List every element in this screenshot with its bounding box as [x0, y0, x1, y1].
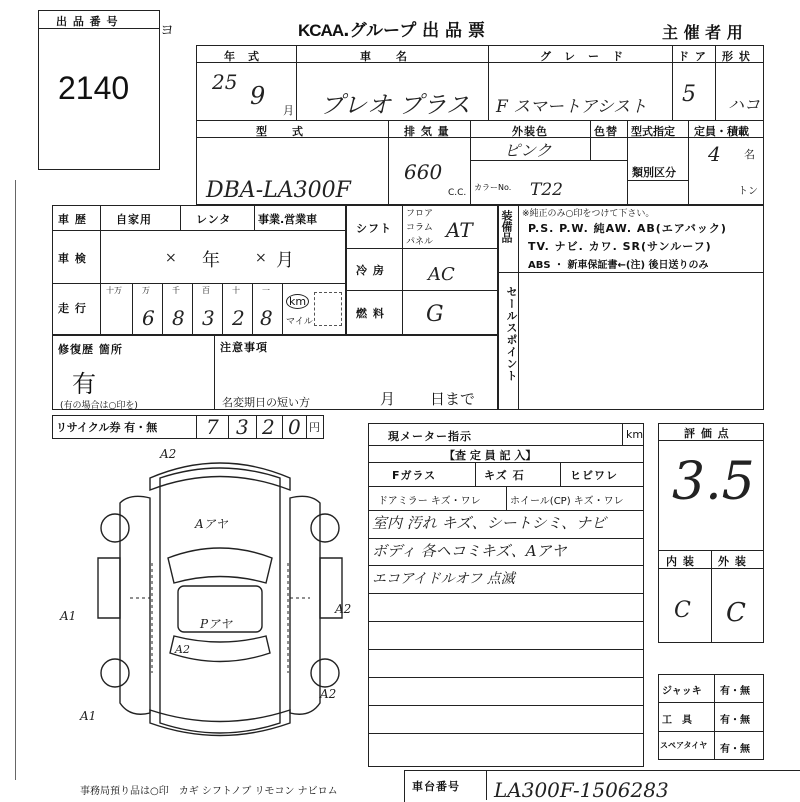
month-value: 9 — [250, 82, 266, 110]
damage-mark: A2 — [320, 687, 337, 701]
exterior-value: C — [726, 598, 746, 628]
damage-mark: A2 — [160, 447, 177, 461]
damage-mark: A2 — [175, 643, 190, 656]
jack-label: ジャッキ — [662, 686, 702, 697]
month-unit: 月 — [283, 104, 294, 117]
displacement-label: 排 気 量 — [404, 125, 450, 138]
meter-unit: km — [626, 428, 644, 441]
jack-yes-no[interactable]: 有・無 — [720, 686, 750, 697]
shape-label: 形 状 — [722, 50, 751, 63]
car-name-value: プレオ プラス — [320, 91, 470, 119]
expiry-day-unit: 日まで — [430, 390, 476, 408]
lot-number-label: 出 品 番 号 — [56, 15, 119, 28]
recycle-digit: 2 — [262, 415, 275, 439]
km-label[interactable]: km — [286, 294, 309, 309]
ton-unit: トン — [738, 186, 758, 197]
lot-number: 2140 — [58, 70, 130, 106]
inspection-year-value: × — [165, 250, 177, 266]
color-value: ピンク — [504, 141, 552, 160]
digit-label-10: 十 — [232, 286, 240, 295]
mileage-digit: 2 — [232, 306, 245, 330]
inspector-note: 室内 汚れ キズ、シートシミ、ナビ — [372, 514, 607, 532]
repair-history-label: 修復歴 箇所 — [58, 343, 123, 356]
ac-value: AC — [428, 264, 455, 285]
glass-label: Fガラス — [392, 469, 437, 482]
capacity-unit: 名 — [744, 148, 755, 161]
inspector-header: 【査 定 員 記 入】 — [444, 449, 537, 462]
lot-suffix: ヨ — [160, 23, 174, 39]
caution-label: 注意事項 — [220, 341, 268, 354]
wheel-label[interactable]: ホイール(CP) キズ・ワレ — [510, 496, 624, 507]
inspection-month-value: × — [255, 250, 267, 266]
chassis-value: LA300F-1506283 — [494, 778, 669, 802]
sales-point-label: セールスポイント — [505, 286, 518, 382]
ac-label: 冷 房 — [356, 264, 385, 277]
form-title — [298, 16, 485, 41]
brand-logo: KCAA — [298, 21, 344, 40]
capacity-value: 4 — [708, 142, 721, 166]
meter-label: 現メーター指示 — [388, 430, 472, 443]
history-commercial[interactable]: 事業.営業車 — [258, 213, 318, 226]
equipment-line-1: P.S. P.W. 純AW. AB(エアバック) — [528, 222, 727, 235]
history-private[interactable]: 自家用 — [116, 213, 152, 226]
exterior-label: 外 装 — [718, 555, 747, 568]
mirror-label[interactable]: ドアミラー キズ・ワレ — [378, 496, 481, 507]
repair-history-value: 有 — [72, 370, 96, 398]
mileage-label: 走 行 — [58, 302, 87, 315]
recycle-digit: 0 — [288, 415, 301, 439]
inspector-note: ボディ 各ヘコミキズ、Aアヤ — [372, 542, 567, 560]
fuel-label: 燃 料 — [356, 307, 385, 320]
fuel-value: G — [426, 302, 444, 327]
expiry-label: 名変期日の短い方 — [222, 396, 310, 409]
inspection-month-unit: 月 — [276, 250, 294, 271]
mileage-digit: 8 — [172, 306, 185, 330]
equipment-line-3: ABS ・ 新車保証書←(注) 後日送りのみ — [528, 260, 709, 271]
year-label: 年 式 — [224, 50, 260, 63]
damage-mark: A1 — [60, 609, 77, 623]
equipment-label: 装備品 — [500, 210, 513, 243]
equipment-line-2: TV. ナビ. カワ. SR(サンルーフ) — [528, 240, 712, 253]
mileage-digit: 3 — [202, 306, 215, 330]
doors-value: 5 — [682, 82, 696, 107]
digit-label-10k: 万 — [142, 286, 150, 295]
grade-label: グ レ ー ド — [540, 50, 624, 63]
inspection-year-unit: 年 — [202, 250, 220, 271]
shift-option-floor[interactable]: フロア — [406, 209, 434, 219]
year-value: 25 — [212, 70, 238, 94]
car-damage-diagram — [60, 447, 352, 748]
score-value: 3.5 — [672, 452, 755, 512]
interior-label: 内 装 — [666, 555, 695, 568]
doors-label: ド ア — [678, 50, 707, 63]
digit-label-100: 百 — [202, 286, 210, 295]
spare-yes-no[interactable]: 有・無 — [720, 744, 750, 755]
mileage-digit: 6 — [142, 306, 155, 330]
interior-value: C — [674, 598, 691, 623]
color-no-label: カラーNo. — [474, 183, 512, 192]
shift-label: シフト — [356, 222, 392, 235]
model-value: DBA-LA300F — [206, 178, 351, 203]
seal-box — [314, 292, 342, 326]
type-designation-label: 型式指定 — [631, 125, 675, 138]
damage-mark: A1 — [80, 709, 97, 723]
crack-label[interactable]: ヒビワレ — [570, 469, 618, 482]
recycle-label: リサイクル券 有・無 — [56, 421, 158, 434]
digit-label-1k: 千 — [172, 286, 180, 295]
form-title-text: .グループ 出 品 票 — [343, 21, 485, 41]
score-label: 評 価 点 — [684, 427, 730, 440]
color-change-label: 色替 — [594, 125, 618, 138]
damage-mark: Pアヤ — [200, 617, 233, 631]
damage-mark: Aアヤ — [195, 517, 228, 531]
mileage-digit: 8 — [260, 306, 273, 330]
recycle-digit: 7 — [206, 415, 219, 439]
color-label: 外装色 — [512, 125, 548, 138]
recycle-digit: 3 — [236, 415, 249, 439]
damage-mark: A2 — [335, 602, 352, 616]
shape-value: ハコ — [728, 95, 761, 114]
grade-value: F スマートアシスト — [496, 97, 648, 117]
spare-tire-label: スペアタイヤ — [660, 741, 708, 750]
inspector-note: エコアイドルオフ 点滅 — [372, 571, 515, 587]
glass-options[interactable]: キズ 石 — [484, 469, 525, 482]
capacity-label: 定員・積載 — [694, 125, 749, 138]
tools-label: 工 具 — [662, 715, 692, 726]
equipment-note: ※純正のみ○印をつけて下さい。 — [522, 209, 655, 219]
shift-value: AT — [446, 218, 473, 242]
organizer-label: 主 催 者 用 — [662, 23, 743, 42]
car-name-label: 車 名 — [360, 50, 408, 63]
digit-label-100k: 十万 — [106, 286, 122, 295]
chassis-label: 車台番号 — [412, 780, 460, 793]
office-note: 事務局預り品は○印 カギ シフトノブ リモコン ナビロム — [80, 786, 338, 797]
cc-unit: C.C. — [448, 188, 467, 198]
class-label: 類別区分 — [632, 166, 676, 179]
margin-line — [15, 180, 16, 780]
shift-option-column[interactable]: コラム — [406, 223, 433, 233]
model-label: 型 式 — [256, 125, 304, 138]
repair-history-note: (有の場合は○印を) — [60, 401, 138, 411]
history-label: 車 歴 — [58, 213, 87, 226]
expiry-month-unit: 月 — [380, 390, 396, 408]
mile-label[interactable]: マイル — [286, 317, 313, 327]
history-rental[interactable]: レンタ — [196, 213, 232, 226]
tools-yes-no[interactable]: 有・無 — [720, 715, 750, 726]
color-no-value: T22 — [530, 180, 563, 200]
inspection-label: 車 検 — [58, 252, 87, 265]
digit-label-1: 一 — [262, 286, 270, 295]
recycle-unit: 円 — [309, 421, 320, 434]
displacement-value: 660 — [404, 160, 443, 184]
shift-option-panel[interactable]: パネル — [406, 237, 434, 247]
